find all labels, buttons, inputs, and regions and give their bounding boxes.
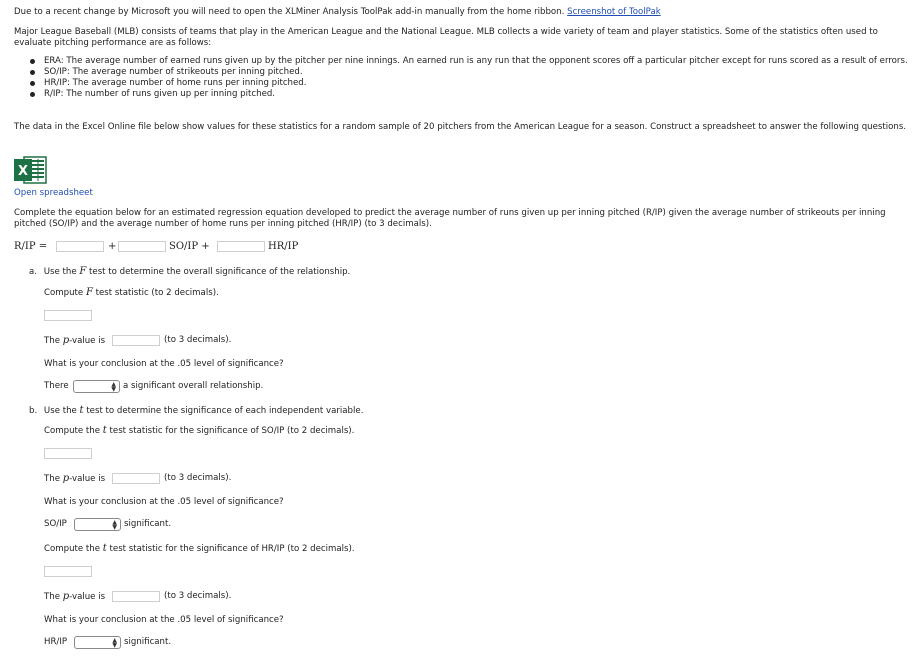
equation-plus: + [108,241,117,252]
hr-ip-significance-select[interactable] [74,636,121,649]
part-a-pvalue-label: The p-value is [44,335,106,346]
bullet-era: ERA: The average number of earned runs given up by the pitcher per nine innings. An earned run is any run that the opponent scores off a particular pitcher except for runs scored as a result of errors. [28,56,913,67]
select-arrows-icon: ▲ ▼ [111,381,116,393]
part-b-pvalue-hint-so: (to 3 decimals). [164,473,232,483]
hr-ip-label: HR/IP [44,637,68,647]
open-spreadsheet-link[interactable]: Open spreadsheet [14,188,93,198]
part-b-label: b. [29,406,38,416]
f-statistic-input[interactable] [44,310,92,321]
bullet-so-ip: SO/IP: The average number of strikeouts per inning pitched. [28,67,913,78]
intro-paragraph: Major League Baseball (MLB) consists of teams that play in the American League and the National League. MLB collects a wide variety of team and player statistics. Some of the statistics often used to evaluate pitching performance are as follows: [14,27,878,48]
part-a-label: a. [29,267,37,277]
so-ip-label: SO/IP [44,519,67,529]
part-b-pvalue-label-so: The p-value is [44,473,106,484]
part-a-question: a. Use the F test to determine the overall significance of the relationship. [29,266,351,277]
equation-lhs: R/IP = [14,241,48,252]
so-ip-significance-suffix: significant. [124,519,172,529]
select-arrows-icon: ▲ ▼ [112,519,117,531]
notice-text: Due to a recent change by Microsoft you will need to open the XLMiner Analysis ToolPak add-in manually from the home ribbon. [14,7,565,17]
part-b-compute-t-hr: Compute the t test statistic for the significance of HR/IP (to 2 decimals). [44,543,355,554]
excel-icon[interactable] [14,155,48,185]
bullet-r-ip: R/IP: The number of runs given up per inning pitched. [28,89,913,100]
part-b-conclusion-question-so: What is your conclusion at the .05 level of significance? [44,497,284,507]
select-arrows-icon: ▲ ▼ [112,637,117,649]
statistics-list [28,56,913,100]
data-paragraph: The data in the Excel Online file below show values for these statistics for a random sample of 20 pitchers from the American League for a season. Construct a spreadsheet to answer the following questions. [14,122,907,132]
t-variable: t [79,405,84,416]
there-label: There [44,381,69,391]
part-b-compute-t-so: Compute the t test statistic for the significance of SO/IP (to 2 decimals). [44,425,355,436]
hr-ip-significance-suffix: significant. [124,637,172,647]
equation-intro: Complete the equation below for an estimated regression equation developed to predict the average number of runs given up per inning pitched (R/IP) given the average number of strikeouts per inning pitched (SO/IP) and the average number of home runs per inning pitched (HR/IP) (to 3 decimals). [14,208,886,229]
toolpak-screenshot-link[interactable]: Screenshot of ToolPak [567,7,661,17]
svg-text:X: X [17,164,29,179]
part-a-pvalue-hint: (to 3 decimals). [164,335,232,345]
t-statistic-hr-input[interactable] [44,566,92,577]
part-b-conclusion-question-hr: What is your conclusion at the .05 level of significance? [44,615,284,625]
part-a-conclusion-question: What is your conclusion at the .05 level of significance? [44,359,284,369]
intercept-input[interactable] [56,241,104,252]
part-b-pvalue-hint-hr: (to 3 decimals). [164,591,232,601]
t-pvalue-so-input[interactable] [112,473,160,484]
equation-hr-term: HR/IP [268,241,299,252]
so-ip-coefficient-input[interactable] [118,241,166,252]
so-ip-significance-select[interactable] [74,518,121,531]
hr-ip-coefficient-input[interactable] [217,241,265,252]
overall-relationship-suffix: a significant overall relationship. [123,381,264,391]
f-pvalue-input[interactable] [112,335,160,346]
overall-relationship-select[interactable] [73,380,120,393]
t-pvalue-hr-input[interactable] [112,591,160,602]
equation-so-term: SO/IP + [169,241,210,252]
bullet-hr-ip: HR/IP: The average number of home runs per inning pitched. [28,78,913,89]
part-a-compute-f: Compute F test statistic (to 2 decimals). [44,287,219,298]
f-variable: F [79,266,87,277]
part-b-question: b. Use the t test to determine the significance of each independent variable. [29,405,364,416]
t-statistic-so-input[interactable] [44,448,92,459]
toolpak-notice [14,7,661,18]
part-b-pvalue-label-hr: The p-value is [44,591,106,602]
